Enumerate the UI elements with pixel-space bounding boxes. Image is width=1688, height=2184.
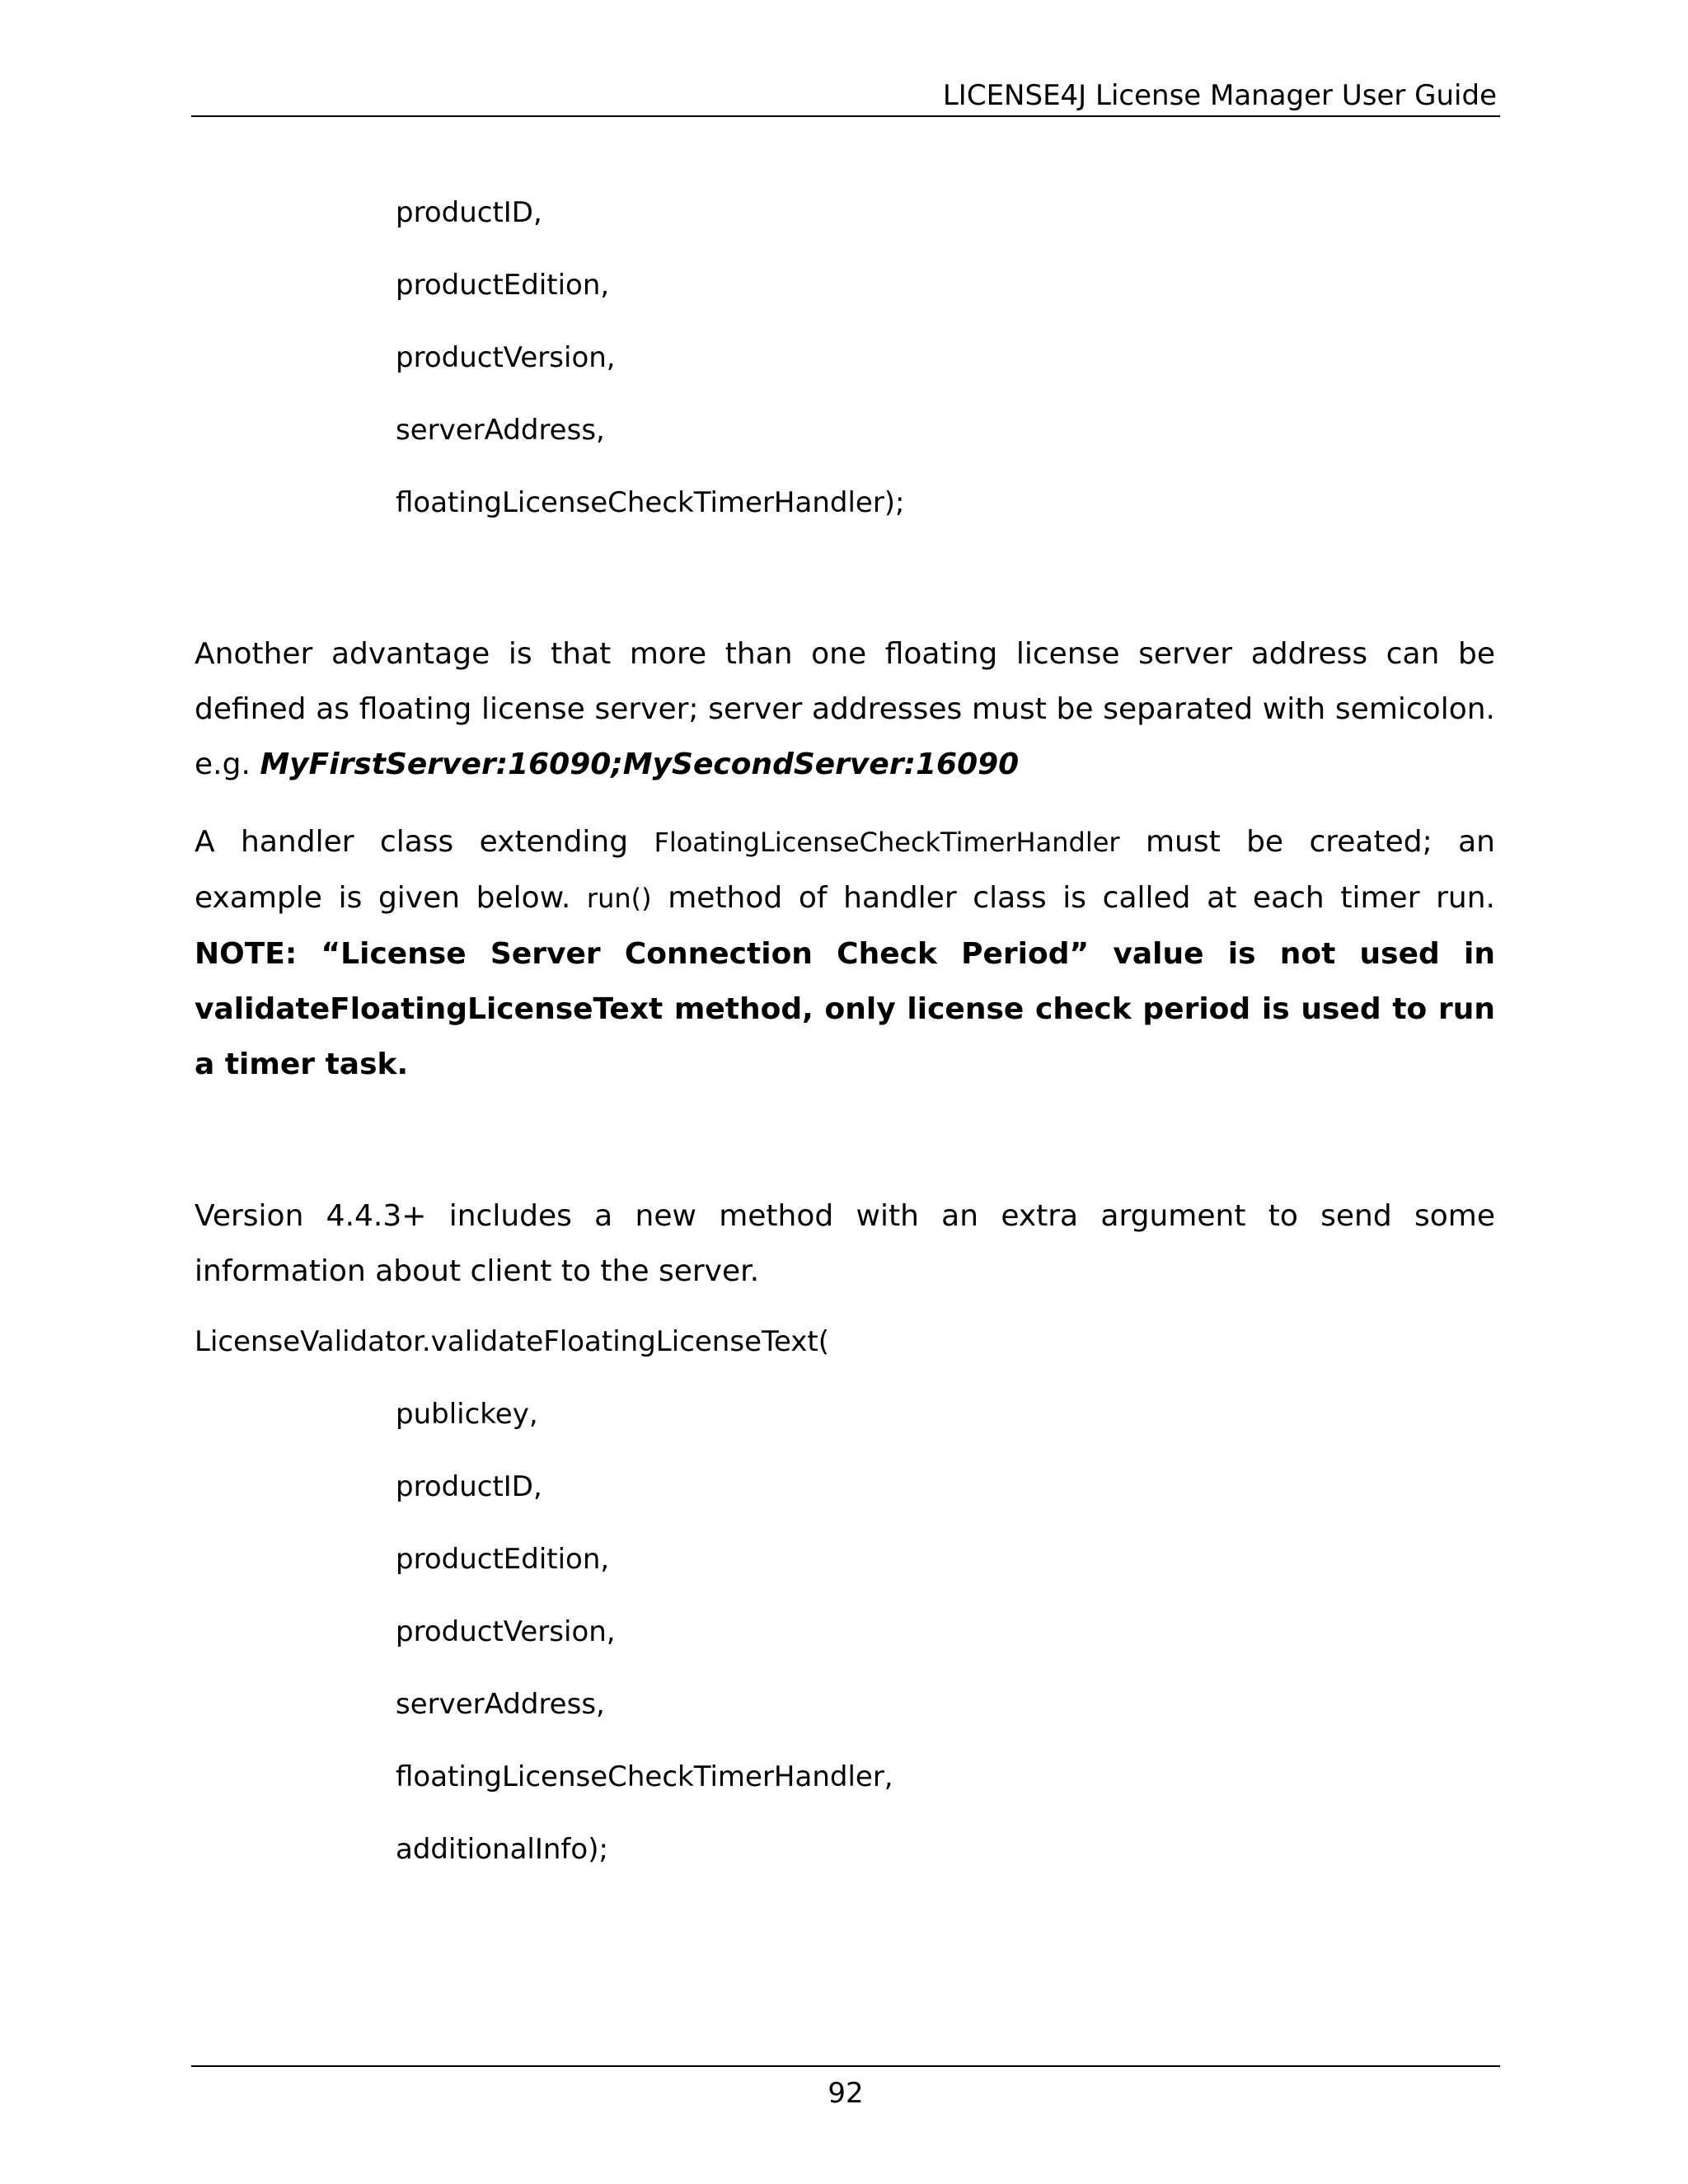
note-text: NOTE: “License Server Connection Check Period” value is not used in validateFloatingLicenseText method, only license check period is used to run a timer task. (195, 937, 1495, 1081)
paragraph-version-note (195, 1188, 1495, 1299)
code-line: floatingLicenseCheckTimerHandler, (396, 1760, 893, 1793)
paragraph-text: must be created; an example is given below. (195, 825, 1495, 915)
paragraph-text: A handler class extending (195, 825, 654, 859)
server-example: MyFirstServer:16090;MySecondServer:16090 (260, 748, 1020, 781)
code-line: productEdition, (396, 1543, 610, 1576)
code-line: publickey, (396, 1398, 538, 1431)
paragraph-floating-servers (195, 626, 1495, 792)
code-line: serverAddress, (396, 1688, 605, 1721)
code-line: additionalInfo); (396, 1833, 608, 1866)
code-line: productVersion, (396, 341, 616, 374)
inline-code-run: run() (586, 883, 652, 914)
paragraph-text: method of handler class is called at each timer run. (651, 881, 1495, 915)
code-line: floatingLicenseCheckTimerHandler); (396, 486, 905, 519)
page-footer (191, 2065, 1500, 2110)
page-number: 92 (828, 2077, 864, 2110)
code-line: productVersion, (396, 1615, 616, 1648)
page-header (191, 76, 1500, 117)
paragraph-handler-class (195, 814, 1495, 1092)
header-title: LICENSE4J License Manager User Guide (942, 79, 1497, 112)
inline-code-handler: FloatingLicenseCheckTimerHandler (654, 827, 1120, 858)
code-line: productID, (396, 1470, 542, 1503)
paragraph-text: Version 4.4.3+ includes a new method with an extra argument to send some information about client to the server. (195, 1199, 1495, 1288)
code-line: productEdition, (396, 269, 610, 302)
code-line: serverAddress, (396, 414, 605, 447)
code-line: productID, (396, 196, 542, 229)
code-call: LicenseValidator.validateFloatingLicenseText( (195, 1325, 830, 1358)
paragraph-text: Another advantage is that more than one floating license server address can be defined as floating license server; server addresses must be separated with semicolon. e.g. (195, 637, 1495, 781)
